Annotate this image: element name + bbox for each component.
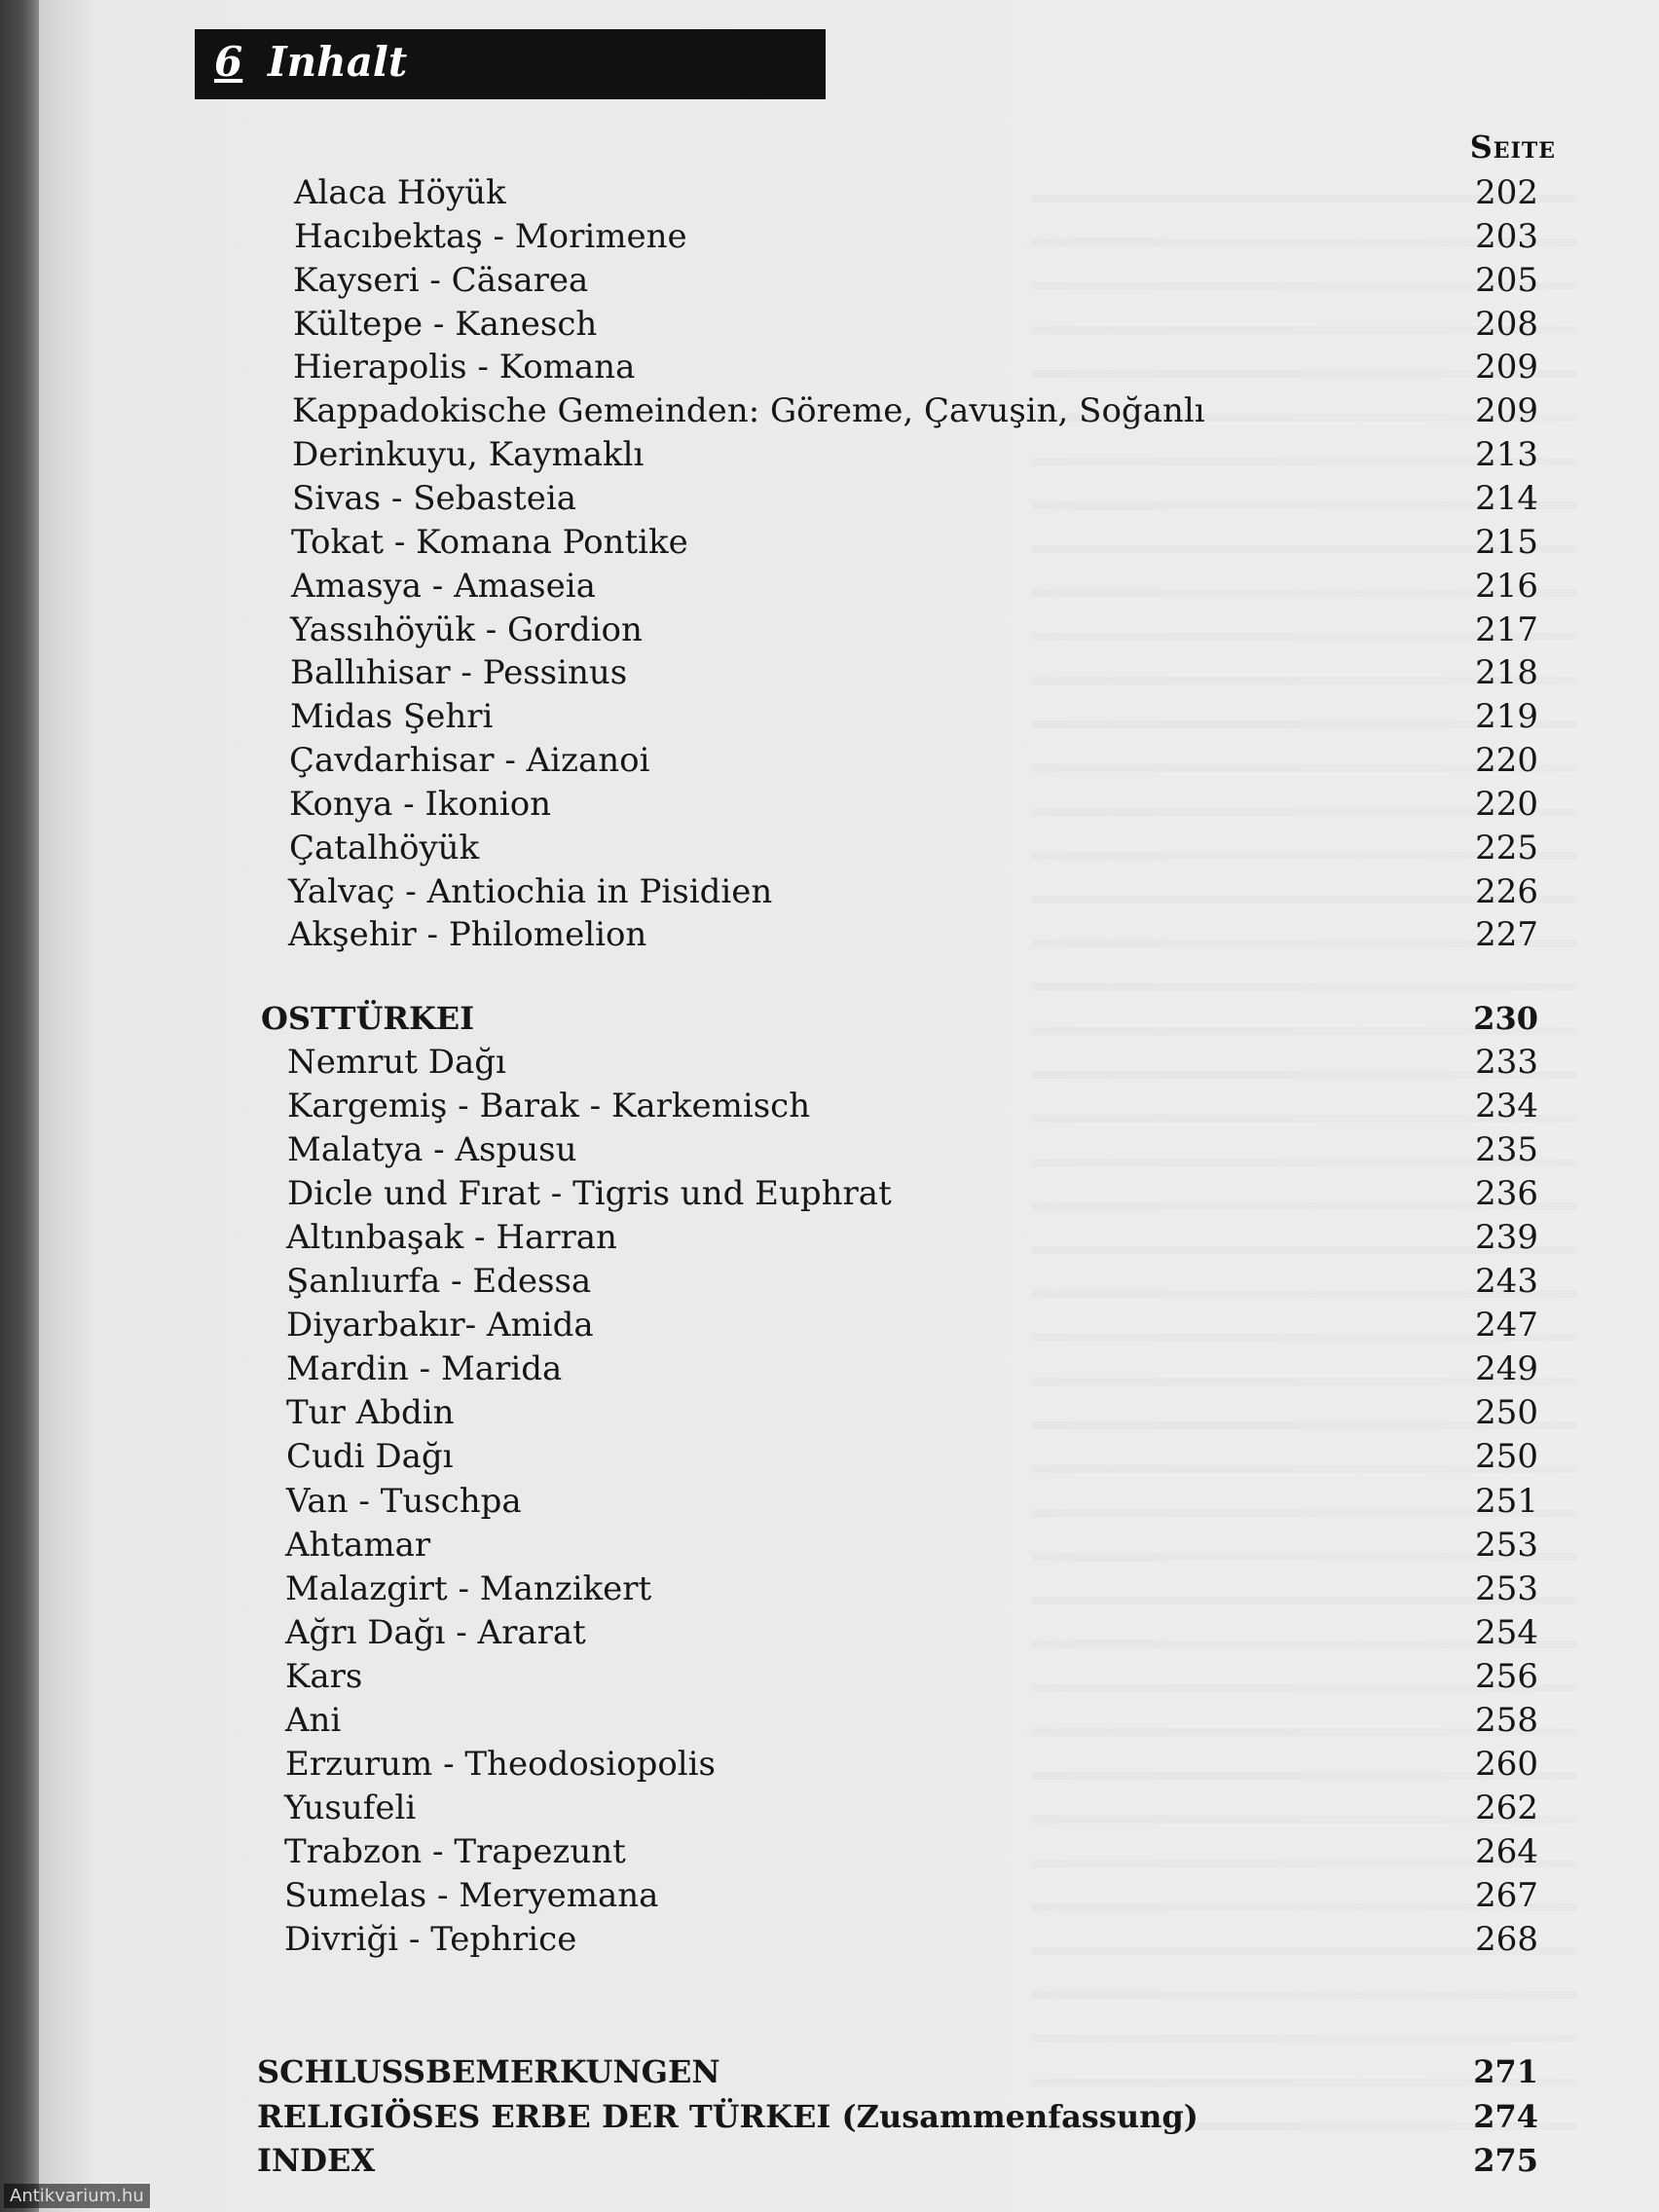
toc-entry-page: 220 (1475, 741, 1538, 780)
toc-entry-title: Tur Abdin (286, 1393, 455, 1432)
toc-entry-page: 203 (1475, 217, 1538, 256)
toc-entry-page: 268 (1475, 1920, 1538, 1959)
toc-entry[interactable] (284, 1918, 1538, 1961)
toc-entry[interactable] (290, 651, 1538, 694)
toc-entry[interactable] (289, 783, 1538, 826)
toc-entry-title: Tokat - Komana Pontike (291, 523, 688, 562)
section-heading-osttuerkei[interactable] (261, 997, 1538, 1040)
toc-entry-title: Diyarbakır- Amida (286, 1306, 594, 1345)
toc-entry-title: Mardin - Marida (286, 1349, 563, 1388)
toc-entry-title: Malazgirt - Manzikert (285, 1569, 652, 1608)
toc-entry[interactable] (285, 1699, 1538, 1742)
toc-entry[interactable] (287, 1128, 1538, 1171)
toc-entry-title: Dicle und Fırat - Tigris und Euphrat (287, 1174, 892, 1213)
toc-entry[interactable] (286, 1480, 1538, 1523)
toc-entry-title: RELIGIÖSES ERBE DER TÜRKEI (Zusammenfassung) (257, 2098, 1198, 2135)
toc-entry-page: 208 (1475, 305, 1538, 344)
toc-entry[interactable] (288, 913, 1538, 956)
toc-entry-title: Derinkuyu, Kaymaklı (292, 435, 645, 474)
toc-entry[interactable] (291, 565, 1538, 608)
toc-entry-page: 220 (1475, 785, 1538, 824)
toc-entry-title: Alaca Höyük (294, 173, 506, 212)
toc-entry-title: Hierapolis - Komana (293, 348, 636, 387)
toc-entry-page: 216 (1475, 567, 1538, 606)
toc-entry-page: 247 (1475, 1306, 1538, 1345)
toc-entry[interactable] (257, 2139, 1538, 2182)
toc-entry-page: 253 (1475, 1569, 1538, 1608)
toc-entry-title: Van - Tuschpa (286, 1482, 522, 1521)
toc-entry[interactable] (288, 870, 1538, 913)
toc-entry[interactable] (257, 2095, 1538, 2138)
toc-entry-title: Sumelas - Meryemana (284, 1876, 659, 1915)
toc-entry[interactable] (286, 1216, 1538, 1259)
toc-entry-page: 218 (1475, 653, 1538, 692)
toc-entry-page: 214 (1475, 479, 1538, 518)
toc-entry[interactable] (284, 1874, 1538, 1917)
toc-entry-title: Erzurum - Theodosiopolis (285, 1745, 716, 1784)
section-page: 230 (1473, 1000, 1538, 1037)
toc-entry-page: 219 (1475, 697, 1538, 736)
toc-entry[interactable] (284, 1830, 1538, 1873)
toc-entry-title: Çatalhöyük (289, 829, 480, 867)
toc-entry-page: 213 (1475, 435, 1538, 474)
toc-entry[interactable] (294, 171, 1538, 214)
toc-entry-title: Ağrı Dağı - Ararat (285, 1613, 586, 1652)
toc-entry-page: 227 (1475, 915, 1538, 954)
watermark: Antikvarium.hu (4, 2184, 150, 2208)
toc-entry[interactable] (290, 608, 1538, 651)
toc-entry-page: 251 (1475, 1482, 1538, 1521)
toc-entry-page: 267 (1475, 1876, 1538, 1915)
toc-entry-title: Ani (285, 1701, 342, 1740)
toc-entry-title: Kars (285, 1657, 363, 1696)
toc-entry-title: Konya - Ikonion (289, 785, 552, 824)
toc-entry-page: 253 (1475, 1526, 1538, 1565)
toc-entry-title: SCHLUSSBEMERKUNGEN (257, 2053, 720, 2090)
toc-entry[interactable] (286, 1347, 1538, 1390)
section-title: OSTTÜRKEI (261, 1000, 475, 1037)
toc-entry-page: 215 (1475, 523, 1538, 562)
toc-entry-page: 254 (1475, 1613, 1538, 1652)
toc-entry-title: Çavdarhisar - Aizanoi (289, 741, 650, 780)
toc-entry-page: 262 (1475, 1788, 1538, 1827)
toc-entry-page: 264 (1475, 1832, 1538, 1871)
toc-entry-title: Midas Şehri (290, 697, 494, 736)
toc-entry-page: 260 (1475, 1745, 1538, 1784)
toc-entry-title: Cudi Dağı (286, 1437, 454, 1476)
toc-entry-page: 271 (1473, 2053, 1538, 2090)
toc-entry[interactable] (289, 827, 1538, 869)
toc-entry-title: Yusufeli (284, 1788, 417, 1827)
toc-entry-title: Yassıhöyük - Gordion (290, 610, 643, 649)
toc-entry-title: Ballıhisar - Pessinus (290, 653, 628, 692)
toc-entry[interactable] (292, 389, 1538, 432)
toc-entry-title: Kayseri - Cäsarea (293, 261, 589, 300)
toc-entry[interactable] (289, 739, 1538, 782)
toc-entry-title: Kappadokische Gemeinden: Göreme, Çavuşin, Soğanlı (292, 391, 1205, 430)
toc-entry-title: Kültepe - Kanesch (293, 305, 598, 344)
toc-entry[interactable] (257, 2050, 1538, 2093)
toc-entry-title: Divriği - Tephrice (284, 1920, 577, 1959)
toc-entry-page: 234 (1475, 1087, 1538, 1125)
page-column-label: Seite (1469, 129, 1556, 166)
toc-entry-page: 233 (1475, 1043, 1538, 1082)
toc-entry-page: 250 (1475, 1437, 1538, 1476)
toc-entry[interactable] (294, 215, 1538, 258)
toc-entry[interactable] (287, 1172, 1538, 1215)
toc-entry-title: Ahtamar (285, 1526, 431, 1565)
toc-entry[interactable] (286, 1260, 1538, 1303)
toc-entry-page: 243 (1475, 1262, 1538, 1301)
toc-entry-page: 205 (1475, 261, 1538, 300)
toc-entry[interactable] (285, 1655, 1538, 1698)
toc-entry-page: 209 (1475, 348, 1538, 387)
toc-entry-title: INDEX (257, 2142, 376, 2179)
page-number: 6 (214, 38, 243, 86)
toc-entry-title: Akşehir - Philomelion (288, 915, 647, 954)
toc-entry-title: Nemrut Dağı (287, 1043, 506, 1082)
toc-entry[interactable] (293, 303, 1538, 346)
toc-entry-page: 275 (1473, 2142, 1538, 2179)
book-binding (0, 0, 39, 2212)
toc-entry-page: 258 (1475, 1701, 1538, 1740)
toc-entry-title: Kargemiş - Barak - Karkemisch (287, 1087, 811, 1125)
page-title: Inhalt (268, 38, 408, 86)
toc-entry[interactable] (286, 1304, 1538, 1346)
toc-entry-page: 217 (1475, 610, 1538, 649)
toc-entry-page: 274 (1473, 2098, 1538, 2135)
toc-entry[interactable] (292, 477, 1538, 520)
toc-entry[interactable] (291, 521, 1538, 564)
toc-entry[interactable] (287, 1041, 1538, 1084)
toc-entry-page: 202 (1475, 173, 1538, 212)
toc-entry-page: 226 (1475, 872, 1538, 911)
toc-entry-page: 239 (1475, 1218, 1538, 1257)
toc-entry-title: Trabzon - Trapezunt (284, 1832, 626, 1871)
toc-entry[interactable] (290, 695, 1538, 738)
toc-entry-title: Malatya - Aspusu (287, 1130, 577, 1169)
toc-entry[interactable] (285, 1567, 1538, 1610)
toc-entry-page: 209 (1475, 391, 1538, 430)
toc-entry[interactable] (285, 1611, 1538, 1654)
toc-entry-title: Amasya - Amaseia (291, 567, 596, 606)
toc-entry[interactable] (286, 1391, 1538, 1434)
toc-entry-page: 225 (1475, 829, 1538, 867)
toc-entry[interactable] (293, 259, 1538, 302)
toc-entry-title: Yalvaç - Antiochia in Pisidien (288, 872, 773, 911)
toc-entry-page: 250 (1475, 1393, 1538, 1432)
toc-entry-title: Şanlıurfa - Edessa (286, 1262, 592, 1301)
toc-entry-title: Hacıbektaş - Morimene (294, 217, 687, 256)
toc-entry[interactable] (292, 433, 1538, 476)
toc-entry-title: Altınbaşak - Harran (286, 1218, 617, 1257)
toc-entry[interactable] (286, 1435, 1538, 1478)
toc-entry-title: Sivas - Sebasteia (292, 479, 577, 518)
toc-entry-page: 249 (1475, 1349, 1538, 1388)
toc-entry-page: 235 (1475, 1130, 1538, 1169)
toc-entry[interactable] (287, 1085, 1538, 1127)
toc-entry[interactable] (293, 346, 1538, 388)
toc-entry-page: 236 (1475, 1174, 1538, 1213)
toc-entry[interactable] (284, 1787, 1538, 1829)
toc-entry-page: 256 (1475, 1657, 1538, 1696)
toc-entry[interactable] (285, 1524, 1538, 1567)
toc-entry[interactable] (285, 1743, 1538, 1786)
